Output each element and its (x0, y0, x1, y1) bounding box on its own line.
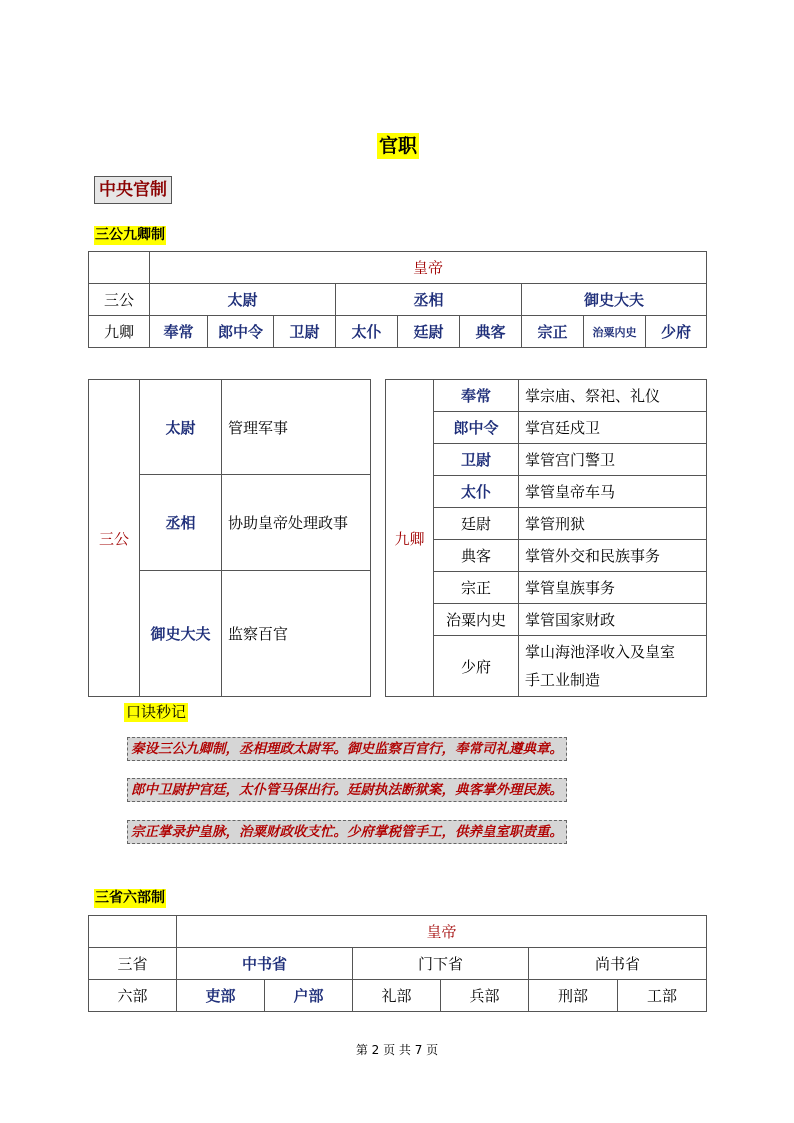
qing-cell: 卫尉 (274, 316, 336, 348)
gong-cell: 御史大夫 (522, 284, 707, 316)
sgjq-heading: 三公九卿制 (95, 227, 165, 243)
qing-duty: 掌宫廷戍卫 (519, 412, 707, 444)
sheng-cell: 中书省 (177, 948, 353, 980)
sheng-cell: 尚书省 (529, 948, 707, 980)
section-heading: 中央官制 (94, 176, 172, 204)
mnemonic-heading: 口诀秒记 (126, 703, 187, 721)
bu-cell: 吏部 (177, 980, 265, 1012)
qing-name: 郎中令 (434, 412, 519, 444)
mnemonic-line: 郎中卫尉护宫廷，太仆管马保出行。廷尉执法断狱案，典客掌外理民族。 (127, 778, 567, 802)
qing-cell: 太仆 (336, 316, 398, 348)
qing-name: 太仆 (434, 476, 519, 508)
qing-name: 治粟内史 (434, 604, 519, 636)
corner-cell (89, 916, 177, 948)
bu-cell: 户部 (265, 980, 353, 1012)
gong-detail-table (88, 379, 371, 697)
gong-duty: 管理军事 (222, 380, 371, 475)
page-footer: 第 2 页 共 7 页 (355, 1043, 439, 1057)
qing-duty: 掌管皇帝车马 (519, 476, 707, 508)
row-label: 六部 (89, 980, 177, 1012)
gong-name: 丞相 (140, 475, 222, 571)
qing-duty: 掌宗庙、祭祀、礼仪 (519, 380, 707, 412)
emperor-cell: 皇帝 (150, 252, 707, 284)
qing-cell: 宗正 (522, 316, 584, 348)
mnemonic-line: 宗正掌录护皇脉，治粟财政收支忙。少府掌税管手工，供养皇室职责重。 (127, 820, 567, 844)
gong-cell: 太尉 (150, 284, 336, 316)
qing-cell: 奉常 (150, 316, 208, 348)
gong-name: 御史大夫 (140, 571, 222, 697)
bu-cell: 工部 (618, 980, 707, 1012)
qing-cell: 廷尉 (398, 316, 460, 348)
qing-duty: 掌管刑狱 (519, 508, 707, 540)
bu-cell: 刑部 (529, 980, 618, 1012)
qing-detail-table (385, 379, 707, 697)
qing-cell: 少府 (646, 316, 707, 348)
qing-label: 九卿 (386, 380, 434, 697)
gong-duty: 协助皇帝处理政事 (222, 475, 371, 571)
qing-duty: 掌管外交和民族事务 (519, 540, 707, 572)
qing-name: 卫尉 (434, 444, 519, 476)
gong-cell: 丞相 (336, 284, 522, 316)
gong-name: 太尉 (140, 380, 222, 475)
row-label: 九卿 (89, 316, 150, 348)
qing-cell: 治粟内史 (584, 316, 646, 348)
row-label: 三公 (89, 284, 150, 316)
qing-cell: 郎中令 (208, 316, 274, 348)
qing-duty: 掌管皇族事务 (519, 572, 707, 604)
ssbl-heading: 三省六部制 (95, 890, 165, 906)
gong-duty: 监察百官 (222, 571, 371, 697)
qing-duty: 掌管国家财政 (519, 604, 707, 636)
qing-name: 廷尉 (434, 508, 519, 540)
sgjq-table (88, 251, 707, 348)
qing-cell: 典客 (460, 316, 522, 348)
gong-label: 三公 (89, 380, 140, 697)
qing-duty-line: 手工业制造 (525, 671, 601, 689)
bu-cell: 兵部 (441, 980, 529, 1012)
corner-cell (89, 252, 150, 284)
qing-name: 奉常 (434, 380, 519, 412)
qing-name: 少府 (434, 636, 519, 697)
row-label: 三省 (89, 948, 177, 980)
qing-name: 典客 (434, 540, 519, 572)
sheng-cell: 门下省 (353, 948, 529, 980)
ssbl-table (88, 915, 707, 1012)
qing-duty-line: 掌山海池泽收入及皇室 (525, 643, 676, 661)
qing-name: 宗正 (434, 572, 519, 604)
page-title: 官职 (379, 135, 418, 157)
bu-cell: 礼部 (353, 980, 441, 1012)
mnemonic-line: 秦设三公九卿制，丞相理政太尉军。御史监察百官行，奉常司礼遵典章。 (127, 737, 567, 761)
emperor-cell: 皇帝 (177, 916, 707, 948)
qing-duty: 掌管宫门警卫 (519, 444, 707, 476)
qing-duty (519, 636, 707, 697)
